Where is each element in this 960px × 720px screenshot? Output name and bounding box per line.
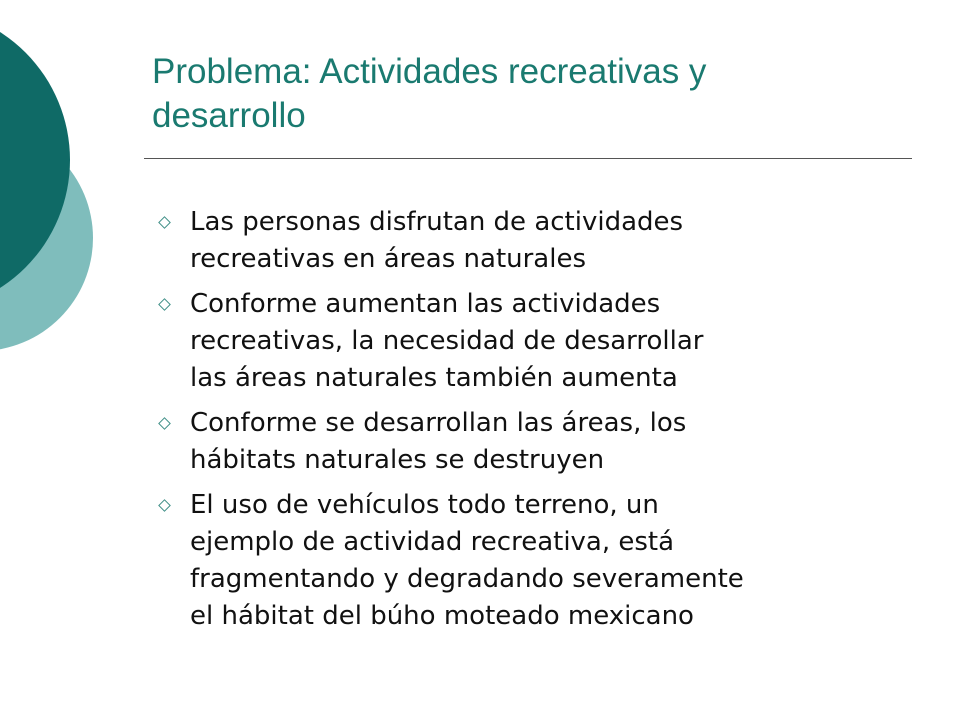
bullet-text	[190, 204, 920, 278]
bullet-item	[150, 204, 920, 278]
title-line: Problema: Actividades recreativas y	[152, 52, 707, 91]
bullet-line: hábitats naturales se destruyen	[190, 445, 605, 475]
bullet-list	[150, 204, 920, 643]
diamond-bullet-icon	[158, 417, 171, 430]
bullet-item	[150, 487, 920, 635]
bullet-text	[190, 405, 920, 479]
diamond-bullet-icon	[158, 216, 171, 229]
light-teal-circle	[0, 125, 93, 351]
bullet-line: recreativas, la necesidad de desarrollar	[190, 326, 704, 356]
diamond-bullet-icon	[158, 298, 171, 311]
bullet-line: el hábitat del búho moteado mexicano	[190, 601, 694, 631]
bullet-line: las áreas naturales también aumenta	[190, 363, 678, 393]
title-line: desarrollo	[152, 96, 306, 135]
title-divider	[144, 158, 912, 159]
slide-title	[152, 50, 912, 138]
bullet-text	[190, 487, 920, 635]
bullet-line: Conforme aumentan las actividades	[190, 289, 661, 319]
bullet-line: fragmentando y degradando severamente	[190, 564, 744, 594]
bullet-line: recreativas en áreas naturales	[190, 244, 587, 274]
bullet-text	[190, 286, 920, 397]
diamond-bullet-icon	[158, 499, 171, 512]
bullet-line: Conforme se desarrollan las áreas, los	[190, 408, 687, 438]
bullet-line: El uso de vehículos todo terreno, un	[190, 490, 659, 520]
bullet-item	[150, 405, 920, 479]
bullet-line: ejemplo de actividad recreativa, está	[190, 527, 675, 557]
bullet-line: Las personas disfrutan de actividades	[190, 207, 684, 237]
bullet-item	[150, 286, 920, 397]
dark-teal-circle	[0, 8, 70, 312]
